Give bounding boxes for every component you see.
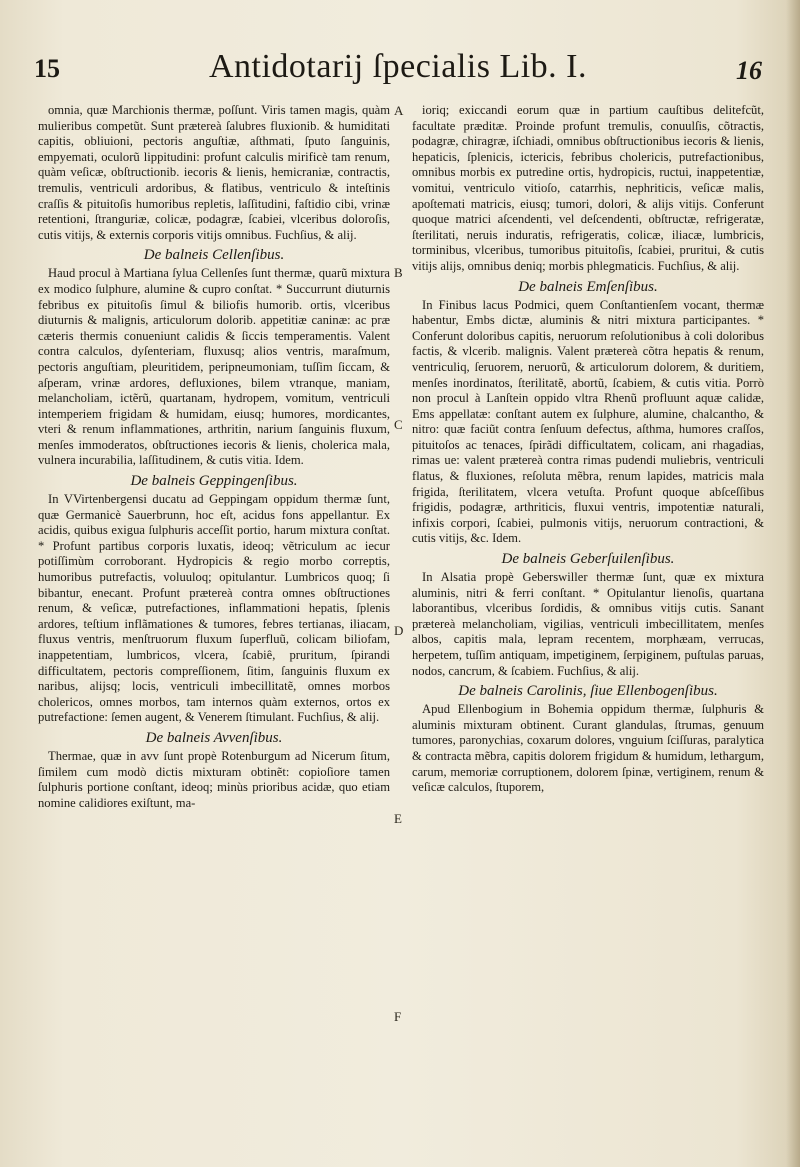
paragraph: Thermae, quæ in avv ſunt propè Rotenburgum ad Nicerum ſitum, ſimilem cum modò dictis mixturam obtinẽt: copioſiore tamen ſulphuris portione conſtant, ideoq; minùs prioribus acidæ, quo etiam nomine calidiores exiſtunt, ma-	[38, 748, 390, 810]
paragraph: ioriq; exiccandi eorum quæ in partium cauſtibus delitefcũt, facultate præditæ. Proinde profunt tremulis, conuulſis, cõtractis, podagræ, chiragræ, iſchiadi, omnibus obſtructionibus iecoris & lienis, hepaticis, ſplenicis, ictericis, febribus cholericis, putrefactionibus, omnibus morbis ex putredine ortis, hydropicis, ructui, inappetentiæ, vomitui, ventriculo vitioſo, catarrhis, nephriticis, veſicæ malis, apoſtemati matricis, eiusq; tumori, dolori, & alijs vitijs. Conferunt quoque matrici aſcendenti, vel deſcendenti, obſtructæ, refrigeratæ, ſterilitati, neruis induratis, refrigeratis, colicæ, iliacæ, lumbricis, torminibus, vlceribus, tumoribus pituitoſis, ſcabiei, pruritui, & cutis vitijs alijs, omnibus deniq; morbis phlegmaticis. Fuchſius, & alij.	[412, 103, 764, 273]
paragraph: In VVirtenbergensi ducatu ad Geppingam oppidum thermæ ſunt, quæ Germanicè Sauerbrunn, hoc eſt, acidus fons appellantur. Ex acidis, quibus exigua ſulphuris acceſſit portio, harum mixtura conſtat. * Profunt partibus corporis luxatis, ideoq; vẽtriculum ac iecur potiſſimùm corroborant. Hydropicis & regio morbo correptis, humoribus putrefactis, voluuloq; opitulantur. Lumbricos quoq; ſi bibantur, enecant. Profunt prætereà contra omnes obſtructiones renum, & veſicæ, putrefactiones, inflammationi hepatis, ſplenis ardores, teſtium inflãmationes & tumores, febres tertianas, iliacam, fluxus ventris, menſtruorum fluxum ſuperfluũ, colicam biliofam, inappetentiam, lumbricos, vlcera, ſcabiê, pruritum, ſpirandi difficultatem, pectoris compreſſionem, ſitim, ſanguinis fluxum ex naribus, alijsq; locis, ventriculi imbecillitatẽ, omnes morbos cholericos, omnes morbos, tam internos quàm externos, ortos ex putrefactione: ſemen augent, & Venerem ſtimulant. Fuchſius, & alij.	[38, 492, 390, 725]
page-edge-shadow	[786, 0, 800, 1167]
margin-letter-b: B	[394, 265, 403, 280]
paragraph: Apud Ellenbogium in Bohemia oppidum thermæ, ſulphuris & aluminis mixturam obtinent. Curant glandulas, ſtrumas, genuum tumores, paronychias, coxarum dolores, vnguium ſciſſuras, paralytica & contracta mẽbra, capitis dolorem frigidum & humidum, lethargum, carum, memoriæ corruptionem, dolorem ſpinæ, vertiginem, renum & veſicæ calculos, ſtuporem,	[412, 702, 764, 795]
paragraph: In Alsatia propè Geberswiller thermæ ſunt, quæ ex mixtura aluminis, nitri & ferri conſtant. * Opitulantur lienoſis, quartana laborantibus, vlceribus ſordidis, & omnibus vitijs cutis. Sanant prætereà melancholiam, vigilias, ventriculi imbecillitatem, menſes albos, capitis mala, lepram recentem, morphæam, verrucas, herpetem, tuſſim antiquam, impetiginem, ſerpiginem, puſtulas paruas, nodos, cancrum, & ſcabiem. Fuchſius, & alij.	[412, 570, 764, 678]
page-number-left: 15	[34, 54, 60, 83]
paragraph: omnia, quæ Marchionis thermæ, poſſunt. Viris tamen magis, quàm mulieribus competũt. Sunt prætereà ſalubres fluxionib. & humiditati capitis, obliuioni, pectoris anguſtiæ, aſthmati, ſputo ſanguinis, empyemati, oculorũ lippitudini: profunt calculis mirificè tam renum, quàm veſicæ, obſtructionib. iecoris & lienis, hemicraniæ, contractis, tremulis, ventriculi ardoribus, & flatibus, ventriculo & inteſtinis craſſis & pituitoſis humoribus repletis, laſſitudini, faſtidio cibi, vrinæ retentioni, ſtranguriæ, colicæ, podagræ, ſcabiei, vlceribus doloroſis, cutis vitijs, & externis corporis vitijs omnibus. Fuchſius, & alij.	[38, 103, 390, 242]
paragraph: In Finibus lacus Podmici, quem Conſtantienſem vocant, thermæ habentur, Embs dictæ, aluminis & nitri mixtura participantes. * Conferunt doloribus capitis, neruorum reſolutionibus à coli doloribus factis, & vlcerib. malignis. Valent prætereà cõtra hepatis & renum, ventriculiq, ſeruorem, neruorũ, & articulorum dolorem, & duritiem, menſes inordinatos, ſterilitatẽ, abortũ, ſcabiem, & cutis vitia. Porrò non procul à Lanſtein oppido vltra Rhenũ profluunt aquæ calidæ, Ems appellatæ: conſtant autem ex ſulphure, alumine, chalcantho, & nitro: quæ faciũt contra ſenſuum defectus, aſthma, humores craſſos, pituitoſos ac tenaces, ſpirãdi difficultatem, colicam, ani rhagadias, rimas ue: valent prætereà contra rimas pudendi muliebris, ventriculi flatus, & fluxiones, reſoluta mẽbra, renum lapides, matricis mala frigida, ſterilitatem, vlcera vetuſta. Profunt quoque abſceſſibus frigidis, podagræ, arthriticis, fluxui ventris, impotentiæ naturali, infixis corpori, ſcabiei, pulmonis vitijs, neruorum contractioni, & cutis vitijs, &c. Idem.	[412, 297, 764, 546]
section-heading: De balneis Emſenſibus.	[518, 278, 658, 295]
margin-letter-c: C	[394, 417, 403, 432]
page-header	[28, 48, 768, 88]
margin-letter-a: A	[394, 103, 404, 118]
section-heading: De balneis Avvenſibus.	[145, 729, 283, 746]
margin-letter-e: E	[394, 811, 402, 826]
section-heading: De balneis Carolinis, ſiue Ellenbogenſibus.	[458, 683, 718, 700]
margin-letter-d: D	[394, 623, 404, 638]
left-column	[38, 103, 390, 1143]
section-heading: De balneis Geberſuilenſibus.	[501, 551, 675, 568]
right-column	[412, 103, 764, 1143]
paragraph: Haud procul à Martiana ſylua Cellenſes ſunt thermæ, quarũ mixtura ex modico ſulphure, alumine & cupro conſtat. * Succurrunt diuturnis febribus ex pituitoſis ſimul & biliofis humorib. ortis, vlceribus diuturnis & malignis, articulorum dolorib. appetitiæ caninæ: ac præ cæteris thermis conueniunt calidis & ſiccis temperamentis. Valent contra calculos, dyſenteriam, fluxusq; alios ventris, maraſmum, pectoris anguſtiam, pleuritidem, peripneumoniam, tuſſim ſiccam, & aſperam, vrinæ ardores, defluxiones, bilem vtranque, maniam, melancholiam, ictẽrũ, quartanam, hydropem, vomitum, ventriculi intemperiem frigidam & humidam, eiusq; humores, mordicantes, vteri & renum inflammationes, arthritin, narium ſanguinis fluxum, menſes immoderatos, obſtructiones iecoris & lienis, cholerica mala, vulnera incurabilia, laſſitudinem, & cutis vitia. Idem.	[38, 266, 390, 468]
section-heading: De balneis Cellenſibus.	[143, 247, 285, 264]
running-title: Antidotarij ſpecialis Lib. I.	[208, 48, 588, 85]
section-heading: De balneis Geppingenſibus.	[130, 473, 298, 490]
margin-letter-f: F	[394, 1009, 402, 1024]
page-number-right: 16	[736, 56, 762, 85]
